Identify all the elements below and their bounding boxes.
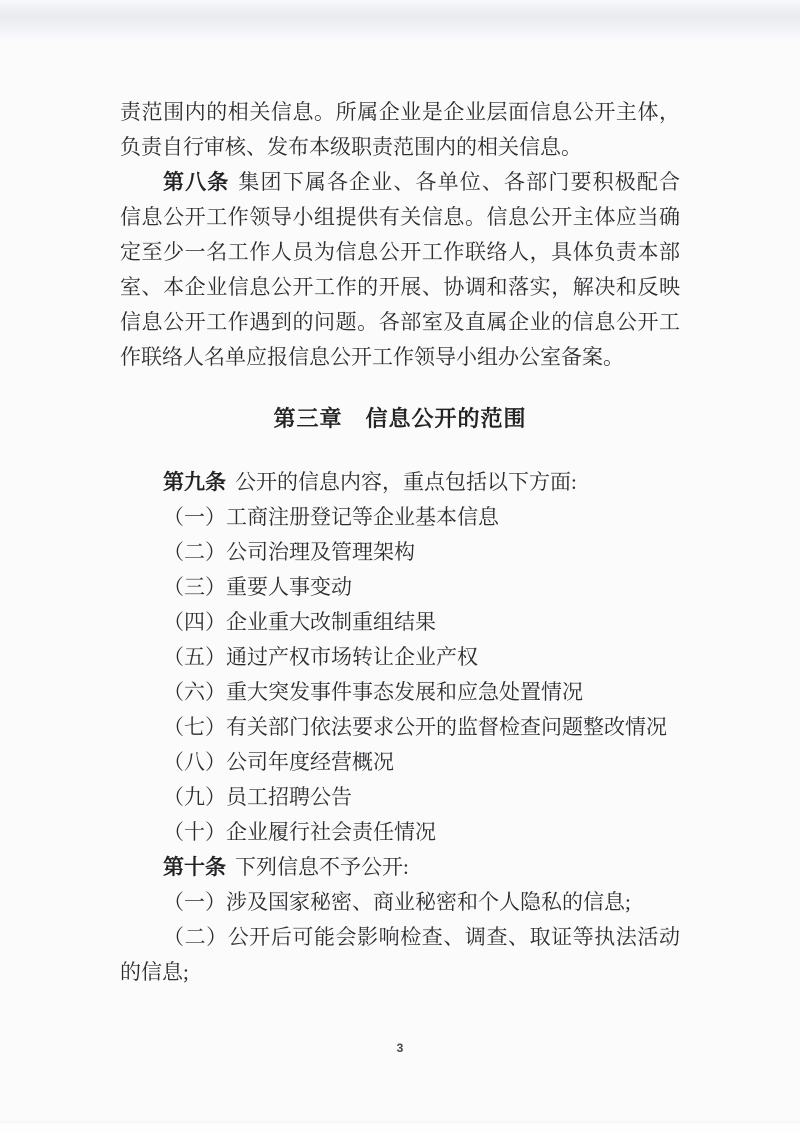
chapter-heading: 第三章 信息公开的范围: [273, 406, 527, 431]
text-line: 信息公开工作遇到的问题。各部室及直属企业的信息公开工: [120, 310, 680, 334]
text-line: 作联络人名单应报信息公开工作领导小组办公室备案。: [120, 345, 624, 369]
text-line: （一）涉及国家秘密、商业秘密和个人隐私的信息;: [163, 890, 631, 914]
article-number: 第八条: [163, 170, 230, 194]
text-line: （十）企业履行社会责任情况: [163, 820, 436, 844]
scan-edge-shading-bottom: [0, 1123, 800, 1131]
text-line: （四）企业重大改制重组结果: [163, 610, 436, 634]
text-line: 信息公开工作领导小组提供有关信息。信息公开主体应当确: [120, 205, 680, 229]
page-number: 3: [396, 1041, 404, 1055]
text-line: （三）重要人事变动: [163, 575, 352, 599]
article-number: 第九条: [163, 470, 226, 494]
text-line: （九）员工招聘公告: [163, 785, 352, 809]
text-line: （一）工商注册登记等企业基本信息: [163, 505, 499, 529]
text-line: 定至少一名工作人员为信息公开工作联络人，具体负责本部: [120, 240, 680, 264]
text-line: （五）通过产权市场转让企业产权: [163, 645, 478, 669]
text-line: 负责自行审核、发布本级职责范围内的相关信息。: [120, 135, 582, 159]
scan-edge-shading-top: [0, 0, 800, 40]
document-text: [120, 95, 680, 990]
text-line: （七）有关部门依法要求公开的监督检查问题整改情况: [163, 715, 667, 739]
text-line: 第十条 下列信息不予公开:: [163, 855, 409, 879]
text-line: 第九条 公开的信息内容，重点包括以下方面:: [163, 470, 577, 494]
text-line: （二）公司治理及管理架构: [163, 540, 415, 564]
article-number: 第十条: [163, 855, 226, 879]
text-line: （八）公司年度经营概况: [163, 750, 394, 774]
text-line: （二）公开后可能会影响检查、调查、取证等执法活动: [163, 925, 680, 949]
text-line: （六）重大突发事件事态发展和应急处置情况: [163, 680, 583, 704]
text-line: 的信息;: [120, 960, 189, 984]
text-line: 责范围内的相关信息。所属企业是企业层面信息公开主体，: [120, 100, 680, 124]
text-line: 室、本企业信息公开工作的开展、协调和落实，解决和反映: [120, 275, 680, 299]
text-line: 第八条 集团下属各企业、各单位、各部门要积极配合: [163, 170, 680, 194]
